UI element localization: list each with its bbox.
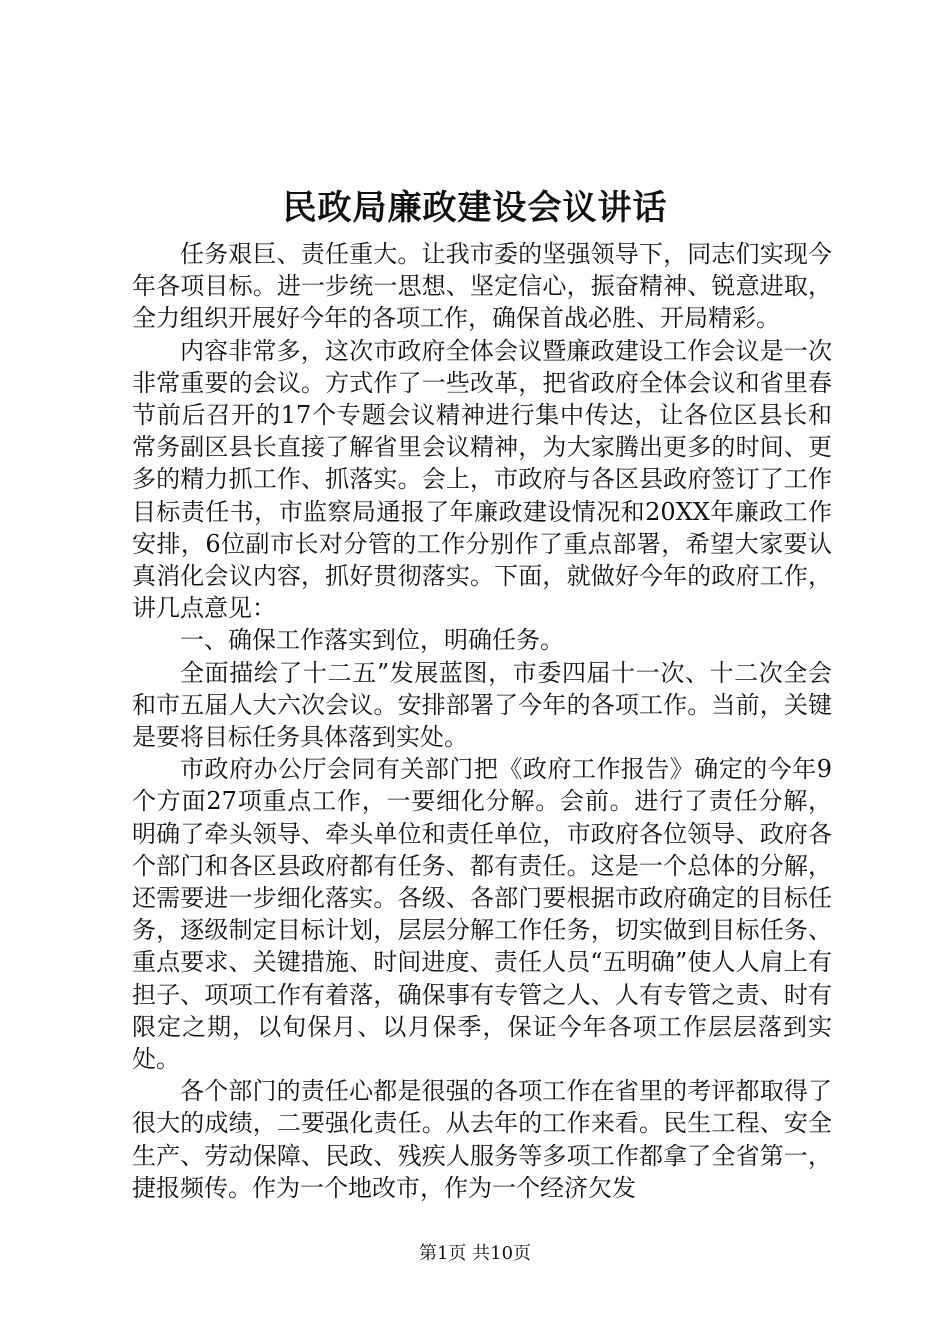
paragraph-3: 全面描绘了十二五”发展蓝图，市委四届十一次、十二次全会和市五届人大六次会议。安排部署了今年的各项工作。当前，关键是要将目标任务具体落到实处。 <box>132 658 832 752</box>
page-number-footer: 第1页 共10页 <box>418 1243 532 1264</box>
section-heading-1: 一、确保工作落实到位，明确任务。 <box>180 626 564 655</box>
document-title: 民政局廉政建设会议讲话 <box>282 188 668 228</box>
paragraph-5: 各个部门的责任心都是很强的各项工作在省里的考评都取得了很大的成绩，二要强化责任。从去年的工作来看。民生工程、安全生产、劳动保障、民政、残疾人服务等多项工作都拿了全省第一，捷报频传。作为一个地改市，作为一个经济欠发 <box>132 1077 832 1202</box>
paragraph-2: 内容非常多，这次市政府全体会议暨廉政建设工作会议是一次非常重要的会议。方式作了一些改革，把省政府全体会议和省里春节前后召开的17个专题会议精神进行集中传达，让各位区县长和常务副区县长直接了解省里会议精神，为大家腾出更多的时间、更多的精力抓工作、抓落实。会上，市政府与各区县政府签订了工作目标责任书，市监察局通报了年廉政建设情况和20XX年廉政工作安排，6位副市长对分管的工作分别作了重点部署，希望大家要认真消化会议内容，抓好贯彻落实。下面，就做好今年的政府工作，讲几点意见： <box>132 336 832 623</box>
paragraph-1: 任务艰巨、责任重大。让我市委的坚强领导下，同志们实现今年各项目标。进一步统一思想、坚定信心，振奋精神、锐意进取，全力组织开展好今年的各项工作，确保首战必胜、开局精彩。 <box>132 240 832 333</box>
document-body <box>132 238 832 1204</box>
paragraph-4: 市政府办公厅会同有关部门把《政府工作报告》确定的今年9个方面27项重点工作，一要细化分解。会前。进行了责任分解，明确了牵头领导、牵头单位和责任单位，市政府各位领导、政府各个部门和各区县政府都有任务、都有责任。这是一个总体的分解，还需要进一步细化落实。各级、各部门要根据市政府确定的目标任务，逐级制定目标计划，层层分解工作任务，切实做到目标任务、重点要求、关键措施、时间进度、责任人员“五明确”使人人肩上有担子、项项工作有着落，确保事有专管之人、人有专管之责、时有限定之期，以旬保月、以月保季，保证今年各项工作层层落到实处。 <box>132 755 832 1074</box>
